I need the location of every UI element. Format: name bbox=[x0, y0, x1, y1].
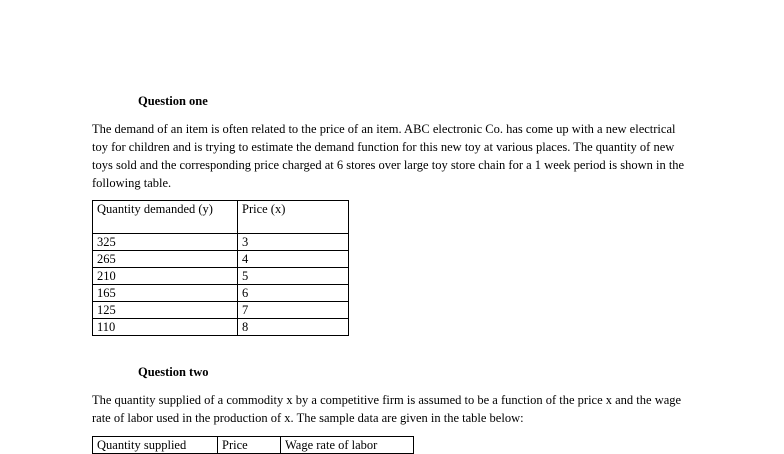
table-row bbox=[93, 319, 349, 336]
price-cell: 5 bbox=[238, 268, 349, 285]
price-cell: 6 bbox=[238, 285, 349, 302]
quantity-cell: 265 bbox=[93, 251, 238, 268]
header-wage-rate: Wage rate of labor bbox=[281, 437, 414, 454]
quantity-cell: 325 bbox=[93, 234, 238, 251]
quantity-cell: 125 bbox=[93, 302, 238, 319]
supply-table bbox=[92, 436, 414, 454]
table-row bbox=[93, 268, 349, 285]
question-one-heading: Question one bbox=[138, 94, 208, 108]
header-quantity-supplied: Quantity supplied bbox=[93, 437, 218, 454]
header-price: Price (x) bbox=[238, 201, 349, 234]
price-cell: 7 bbox=[238, 302, 349, 319]
table-row bbox=[93, 285, 349, 302]
table-row bbox=[93, 302, 349, 319]
question-one-paragraph: The demand of an item is often related to the price of an item. ABC electronic Co. has come up with a new electrical toy for children and is trying to estimate the demand function for this new toy at various places. The quantity of new toys sold and the corresponding price charged at 6 stores over large toy store chain for a 1 week period is shown in the following table. bbox=[92, 122, 685, 190]
price-cell: 8 bbox=[238, 319, 349, 336]
question-two-paragraph: The quantity supplied of a commodity x by a competitive firm is assumed to be a function of the price x and the wage rate of labor used in the production of x. The sample data are given in the table below: bbox=[92, 393, 682, 425]
quantity-cell: 165 bbox=[93, 285, 238, 302]
table-row bbox=[93, 251, 349, 268]
price-cell: 4 bbox=[238, 251, 349, 268]
price-cell: 3 bbox=[238, 234, 349, 251]
question-two-heading: Question two bbox=[138, 365, 209, 379]
quantity-cell: 110 bbox=[93, 319, 238, 336]
demand-price-table bbox=[92, 200, 349, 336]
header-quantity-demanded: Quantity demanded (y) bbox=[93, 201, 238, 234]
header-price: Price bbox=[218, 437, 281, 454]
table-header-row bbox=[93, 437, 414, 454]
quantity-cell: 210 bbox=[93, 268, 238, 285]
table-row bbox=[93, 234, 349, 251]
table-header-row bbox=[93, 201, 349, 234]
